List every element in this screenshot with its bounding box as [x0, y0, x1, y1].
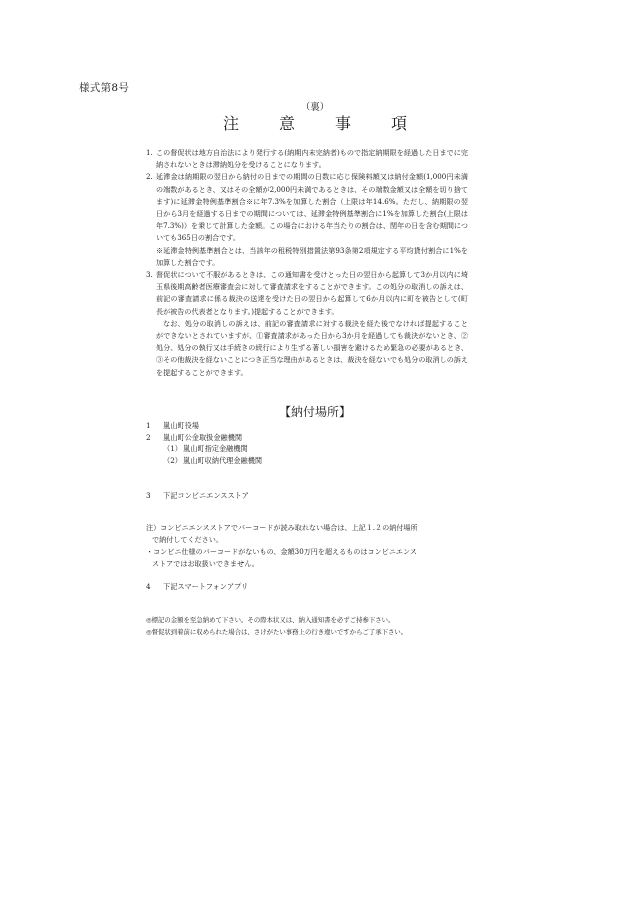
note-item-3-para: なお、処分の取消しの訴えは、前記の審査請求に対する裁決を経た後でなければ提起することができないとされていますが、①審査請求があった日から3か月を経過しても裁決がないとき、②処分、処分の執行又は手続きの続行により生ずる著しい損害を避けるため緊急の必要があるとき、③その他裁決を経ないことにつき正当な理由があるときは、裁決を経ないでも処分の取消しの訴えを提起することができます。	[156, 318, 468, 377]
payment-section-title: 【納付場所】	[278, 405, 351, 419]
footer-line: ◎督促状到着前に収められた場合は、さけがたい事務上の行き違いですからご了承下さい。	[146, 627, 408, 636]
note-item-2-sub: ※延滞金特例基準割合とは、当該年の租税特別措置法第93条第2項規定する平均貸付割合に1%を加算した割合です。	[156, 245, 468, 267]
place-number: 1	[146, 421, 151, 430]
note-text: この督促状は地方自治法により発行する(納期内未完納者)もので指定納期限を経過した日までに完納されないときは滞納処分を受けることになります。	[156, 148, 468, 170]
payment-place-4	[146, 582, 248, 592]
convenience-store-note	[146, 522, 476, 570]
sub-label: 嵐山町指定金融機関	[183, 444, 248, 453]
note-number: 1.	[146, 148, 153, 157]
note-line: 注）コンビニエンスストアでバーコードが読み取れない場合は、上記１.２の納付場所	[146, 523, 418, 532]
footer-notes	[146, 615, 407, 638]
place-number: 3	[146, 491, 151, 500]
place-label: 下記スマートフォンアプリ	[163, 582, 249, 591]
form-number: 様式第8号	[79, 82, 130, 94]
sub-label: 嵐山町収納代理金融機関	[183, 455, 263, 465]
note-item-2	[146, 171, 468, 244]
note-line: で納付してください。	[152, 535, 223, 544]
payment-place-3	[146, 491, 249, 501]
sub-number: （2）	[163, 455, 182, 465]
payment-place-2-sub-2	[146, 455, 262, 467]
footer-line: ◎標記の金額を至急納めて下さい。その際本状又は、納入通知書を必ずご持参下さい。	[146, 616, 395, 624]
payment-place-2	[146, 432, 262, 444]
page-title: 注意事項	[222, 114, 447, 133]
note-number: 3.	[146, 270, 153, 280]
payment-place-1	[146, 420, 262, 432]
payment-places-list	[146, 420, 262, 466]
note-item-1	[146, 147, 468, 171]
place-label: 下記コンビニエンスストア	[163, 491, 249, 500]
place-label: 嵐山町役場	[163, 421, 199, 430]
notes-list	[146, 147, 468, 379]
note-number: 2.	[146, 172, 153, 182]
note-text: 延滞金は納期限の翌日から納付の日までの期間の日数に応じ保険料額又は納付金額(1,000円未満の端数があるとき、又はその全額が2,000円未満であるときは、その端数金額又は全額を切り捨てます)に延滞金特例基準割合※に年7.3%を加算した割合（上限は年14.6%。ただし、納期限の翌日から3月を経過する日までの期間については、延滞金特例基準割合に1%を加算した割合(上限は年7.3%)）を乗じて計算した金額。この場合における年当たりの割合は、閏年の日を含む期間についても365日の割合です。	[156, 172, 468, 243]
payment-place-2-sub-1	[146, 443, 262, 455]
place-label: 嵐山町公金取扱金融機関	[163, 432, 243, 442]
sub-number: （1）	[163, 444, 182, 453]
place-number: 4	[146, 582, 151, 591]
note-item-3	[146, 269, 468, 318]
place-number: 2	[146, 432, 151, 442]
back-side-label: （裏）	[300, 102, 330, 113]
note-line: ストアではお取扱いできません。	[152, 559, 259, 568]
note-text: 督促状について不服があるときは、この通知書を受けとった日の翌日から起算して3か月以内に埼玉県後期高齢者医療審査会に対して審査請求をすることができます。この処分の取消しの訴えは、前記の審査請求に係る裁決の送達を受けた日の翌日から起算して6か月以内に町を被告として(町長が被告の代表者となります。)提起することができます。	[156, 270, 468, 316]
note-line: ・コンビニ仕様のバーコードがないもの、金額30万円を超えるものはコンビニエンス	[146, 547, 417, 556]
